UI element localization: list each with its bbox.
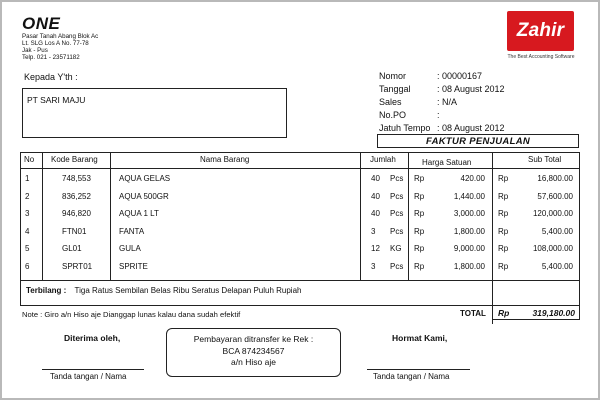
cell-rp1: Rp <box>414 261 425 271</box>
cell-kode: 836,252 <box>62 191 91 201</box>
cell-kode: 748,553 <box>62 174 91 183</box>
cell-subtotal: 57,600.00 <box>537 191 573 201</box>
left-signature-line <box>42 369 144 370</box>
payment-line-3: a/n Hiso aje <box>231 357 276 367</box>
meta-value-nopo: : <box>437 110 440 120</box>
meta-label-jatuh-tempo: Jatuh Tempo <box>379 123 431 133</box>
cell-rp2: Rp <box>498 244 509 253</box>
meta-value-nomor: : 00000167 <box>437 71 483 81</box>
total-label: TOTAL <box>460 309 486 318</box>
cell-rp2: Rp <box>498 226 509 236</box>
cell-unit: Pcs <box>390 261 404 271</box>
cell-no: 1 <box>25 174 30 183</box>
customer-box <box>22 88 287 138</box>
payment-line-1: Pembayaran ditransfer ke Rek : <box>193 334 314 344</box>
meta-value-jatuh-tempo: : 08 August 2012 <box>437 123 505 133</box>
cell-rp2: Rp <box>498 209 509 218</box>
cell-nama: SPRITE <box>119 261 148 271</box>
regards-label: Hormat Kami, <box>392 333 448 343</box>
cell-qty: 40 <box>371 191 380 201</box>
logo-text: Zahir <box>516 20 565 41</box>
cell-rp2: Rp <box>498 191 509 201</box>
cell-nama: AQUA GELAS <box>119 174 171 183</box>
cell-qty: 3 <box>371 226 376 236</box>
col-divider <box>42 152 43 280</box>
header-jumlah: Jumlah <box>370 155 396 164</box>
meta-value-sales: : N/A <box>437 97 458 107</box>
body-divider <box>20 280 580 281</box>
cell-rp1: Rp <box>414 209 425 218</box>
col-divider <box>408 152 409 280</box>
cell-unit: Pcs <box>390 209 404 218</box>
right-signature-line <box>367 369 470 370</box>
cell-kode: SPRT01 <box>62 261 93 271</box>
meta-value-tanggal: : 08 August 2012 <box>437 84 505 94</box>
cell-harga: 1,800.00 <box>453 226 485 236</box>
cell-kode: GL01 <box>62 244 82 253</box>
company-name: ONE <box>22 14 61 33</box>
cell-rp1: Rp <box>414 191 425 201</box>
cell-kode: FTN01 <box>62 226 87 236</box>
cell-unit: Pcs <box>390 174 404 183</box>
header-harga: Harga Satuan <box>422 158 472 167</box>
company-address-line: Pasar Tanah Abang Blok Ac <box>22 33 99 40</box>
cell-rp1: Rp <box>414 174 425 183</box>
cell-qty: 3 <box>371 261 376 271</box>
cell-qty: 40 <box>371 174 380 183</box>
header-no: No <box>24 155 35 164</box>
cell-harga: 9,000.00 <box>453 244 485 253</box>
cell-harga: 1,440.00 <box>453 191 485 201</box>
cell-no: 2 <box>25 191 30 201</box>
header-nama: Nama Barang <box>200 155 250 164</box>
terbilang <box>26 286 301 295</box>
payment-note: Note : Giro a/n Hiso aje Dianggap lunas kalau dana sudah efektif <box>22 310 241 319</box>
cell-no: 5 <box>25 244 30 253</box>
cell-subtotal: 16,800.00 <box>537 174 573 183</box>
payment-line-2: BCA 874234567 <box>222 346 285 356</box>
cell-subtotal: 108,000.00 <box>532 244 573 253</box>
cell-nama: AQUA 1 LT <box>119 209 159 218</box>
terbilang-text: Tiga Ratus Sembilan Belas Ribu Seratus Delapan Puluh Rupiah <box>74 286 302 295</box>
meta-label-nopo: No.PO <box>379 110 407 120</box>
document-title: FAKTUR PENJUALAN <box>377 134 579 148</box>
col-divider <box>110 152 111 280</box>
items-table <box>20 152 580 306</box>
customer-name: PT SARI MAJU <box>27 95 86 105</box>
logo-tagline: The Best Accounting Software <box>507 54 575 60</box>
kepada-label: Kepada Y'th : <box>24 72 78 82</box>
cell-no: 6 <box>25 261 30 271</box>
cell-nama: FANTA <box>119 226 145 236</box>
meta-label-nomor: Nomor <box>379 71 407 81</box>
cell-subtotal: 5,400.00 <box>541 226 573 236</box>
cell-nama: AQUA 500GR <box>119 191 169 201</box>
total-currency: Rp <box>498 308 510 318</box>
cell-harga: 3,000.00 <box>453 209 485 218</box>
company-address-line: Jak - Pus <box>22 47 48 54</box>
cell-no: 4 <box>25 226 30 236</box>
cell-subtotal: 5,400.00 <box>541 261 573 271</box>
meta-label-sales: Sales <box>379 97 402 107</box>
company-address-line: Lt. SLG Los A No. 77-78 <box>22 40 89 47</box>
cell-nama: GULA <box>119 244 141 253</box>
cell-kode: 946,820 <box>62 209 91 218</box>
meta-label-tanggal: Tanggal <box>379 84 411 94</box>
cell-harga: 1,800.00 <box>453 261 485 271</box>
col-divider <box>360 152 361 280</box>
total-value: 319,180.00 <box>532 308 575 318</box>
cell-unit: Pcs <box>390 191 404 201</box>
left-signature-caption: Tanda tangan / Nama <box>50 372 127 381</box>
cell-qty: 12 <box>371 244 380 253</box>
zahir-logo <box>507 11 574 51</box>
cell-qty: 40 <box>371 209 380 218</box>
header-kode: Kode Barang <box>51 155 98 164</box>
cell-rp1: Rp <box>414 226 425 236</box>
terbilang-label: Terbilang : <box>26 286 67 295</box>
header-divider <box>20 168 580 169</box>
right-signature-caption: Tanda tangan / Nama <box>373 372 450 381</box>
cell-harga: 420.00 <box>460 174 485 183</box>
cell-unit: Pcs <box>390 226 404 236</box>
received-by-label: Diterima oleh, <box>64 333 121 343</box>
cell-rp2: Rp <box>498 261 509 271</box>
header-subtotal: Sub Total <box>528 155 562 164</box>
cell-unit: KG <box>390 244 402 253</box>
cell-rp2: Rp <box>498 174 509 183</box>
cell-rp1: Rp <box>414 244 425 253</box>
col-divider <box>492 152 493 324</box>
cell-no: 3 <box>25 209 30 218</box>
cell-subtotal: 120,000.00 <box>532 209 573 218</box>
company-phone: Telp. 021 - 23571182 <box>22 54 80 61</box>
